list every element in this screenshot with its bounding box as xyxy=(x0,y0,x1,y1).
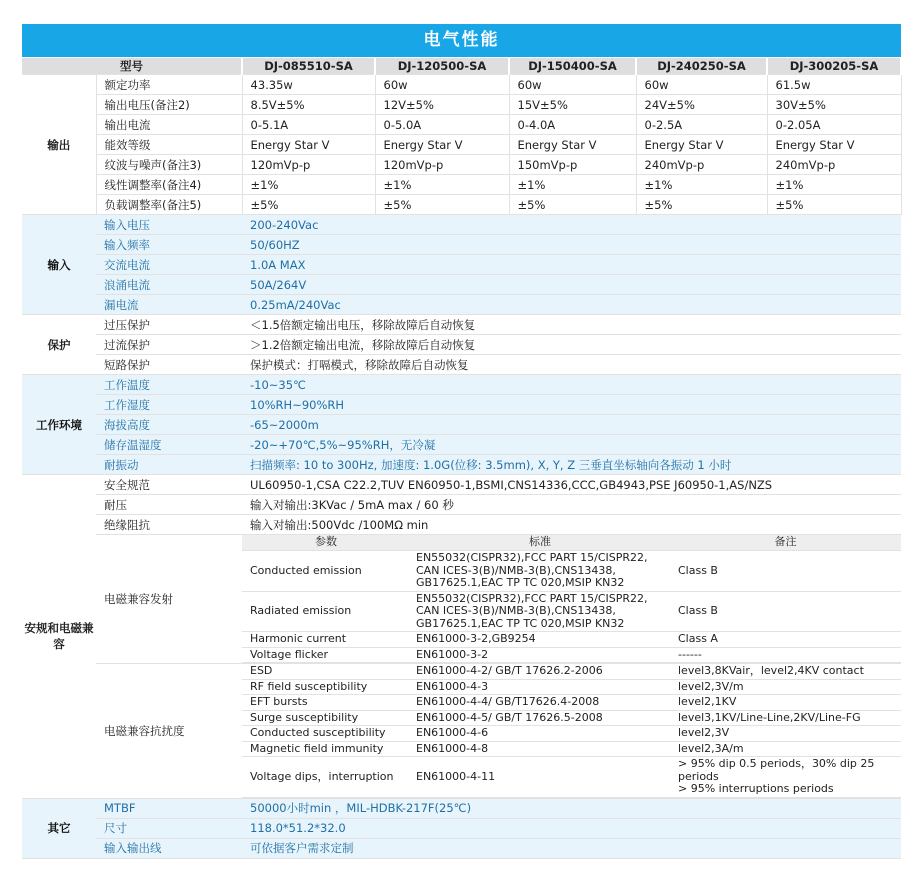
spec-value: 输入对输出:500Vdc /100MΩ min xyxy=(242,515,901,535)
spec-value: ±5% xyxy=(375,195,509,215)
spec-value: 12V±5% xyxy=(375,95,509,115)
emc-item-row xyxy=(242,695,901,711)
spec-value: 输入对输出:3KVac / 5mA max / 60 秒 xyxy=(242,495,901,515)
spec-value: 200-240Vac xyxy=(242,215,901,235)
spec-value: ±5% xyxy=(242,195,375,215)
emc-param: EFT bursts xyxy=(242,695,410,711)
safety-row xyxy=(22,475,901,495)
spec-value: 60w xyxy=(509,75,636,95)
spec-label: 耐振动 xyxy=(96,455,242,475)
emc-standard: EN61000-4-3 xyxy=(410,679,670,695)
emc-standard: EN61000-4-11 xyxy=(410,757,670,798)
spec-label: 工作温度 xyxy=(96,375,242,395)
spec-value: Energy Star V xyxy=(375,135,509,155)
spec-value: ＜1.5倍额定输出电压，移除故障后自动恢复 xyxy=(242,315,901,335)
emc-item-row xyxy=(242,664,901,679)
spec-value: 保护模式：打嗝模式，移除故障后自动恢复 xyxy=(242,355,901,375)
output-row xyxy=(22,195,901,215)
spec-value: 240mVp-p xyxy=(636,155,767,175)
emc-header-standard: 标准 xyxy=(410,535,670,551)
spec-label: 安全规范 xyxy=(96,475,242,495)
safety-row xyxy=(22,515,901,535)
spec-label: MTBF xyxy=(96,798,242,818)
spec-label: 输出电流 xyxy=(96,115,242,135)
spec-value: ±1% xyxy=(375,175,509,195)
emc-emission-label: 电磁兼容发射 xyxy=(96,535,242,664)
emc-item-row xyxy=(242,757,901,798)
spec-label: 线性调整率(备注4) xyxy=(96,175,242,195)
safety-row xyxy=(22,495,901,515)
spec-label: 耐压 xyxy=(96,495,242,515)
environment-row xyxy=(22,375,901,395)
spec-value: ＞1.2倍额定输出电流，移除故障后自动恢复 xyxy=(242,335,901,355)
spec-value: -10~35℃ xyxy=(242,375,901,395)
emc-standard: EN55032(CISPR32),FCC PART 15/CISPR22, CAN ICES-3(B)/NMB-3(B),CNS13438, GB17625.1,EAC TP TC 020,MSIP KN32 xyxy=(410,551,670,592)
spec-value: 1.0A MAX xyxy=(242,255,901,275)
spec-value: 0-5.1A xyxy=(242,115,375,135)
emc-emission-row xyxy=(22,535,901,664)
spec-value: 0-2.05A xyxy=(767,115,901,135)
emc-standard: EN61000-4-8 xyxy=(410,741,670,757)
spec-label: 海拔高度 xyxy=(96,415,242,435)
page-title: 电气性能 xyxy=(22,24,901,57)
spec-value: 15V±5% xyxy=(509,95,636,115)
spec-value: 30V±5% xyxy=(767,95,901,115)
emc-note: Class A xyxy=(670,632,901,648)
other-row xyxy=(22,818,901,838)
model-name: DJ-300205-SA xyxy=(767,58,901,75)
environment-row xyxy=(22,395,901,415)
emc-note: level2,3V/m xyxy=(670,679,901,695)
spec-label: 纹波与噪声(备注3) xyxy=(96,155,242,175)
emc-param: Voltage dips，interruption xyxy=(242,757,410,798)
output-row xyxy=(22,155,901,175)
spec-value: Energy Star V xyxy=(509,135,636,155)
category-input: 输入 xyxy=(22,215,96,315)
emc-standard: EN61000-4-2/ GB/T 17626.2-2006 xyxy=(410,664,670,679)
protection-row xyxy=(22,315,901,335)
category-other: 其它 xyxy=(22,798,96,858)
emc-note: ------ xyxy=(670,647,901,663)
emc-item-row xyxy=(242,551,901,592)
model-header-row xyxy=(22,58,901,75)
input-row xyxy=(22,275,901,295)
spec-label: 浪涌电流 xyxy=(96,275,242,295)
spec-value: -65~2000m xyxy=(242,415,901,435)
emc-item-row xyxy=(242,632,901,648)
emc-standard: EN61000-4-5/ GB/T 17626.5-2008 xyxy=(410,710,670,726)
emc-standard: EN61000-3-2,GB9254 xyxy=(410,632,670,648)
emc-standard: EN61000-4-4/ GB/T17626.4-2008 xyxy=(410,695,670,711)
emc-param: Magnetic field immunity xyxy=(242,741,410,757)
spec-value: 43.35w xyxy=(242,75,375,95)
emc-header-row xyxy=(242,535,901,551)
input-row xyxy=(22,235,901,255)
environment-row xyxy=(22,435,901,455)
output-row xyxy=(22,175,901,195)
input-row xyxy=(22,215,901,235)
category-safety-emc: 安规和电磁兼容 xyxy=(22,475,96,799)
spec-value: 0.25mA/240Vac xyxy=(242,295,901,315)
spec-value: 150mVp-p xyxy=(509,155,636,175)
emc-param: RF field susceptibility xyxy=(242,679,410,695)
environment-row xyxy=(22,415,901,435)
spec-value: 扫描频率: 10 to 300Hz, 加速度: 1.0G(位移: 3.5mm), X, Y, Z 三垂直坐标轴向各振动 1 小时 xyxy=(242,455,901,475)
emc-param: Harmonic current xyxy=(242,632,410,648)
emc-header-param: 参数 xyxy=(242,535,410,551)
emc-item-row xyxy=(242,741,901,757)
spec-label: 输入频率 xyxy=(96,235,242,255)
spec-value: Energy Star V xyxy=(767,135,901,155)
spec-label: 漏电流 xyxy=(96,295,242,315)
output-row xyxy=(22,115,901,135)
emc-item-row xyxy=(242,726,901,742)
model-name: DJ-120500-SA xyxy=(375,58,509,75)
emc-note: level2,3V xyxy=(670,726,901,742)
emc-note: level2,1KV xyxy=(670,695,901,711)
other-row xyxy=(22,838,901,858)
emc-param: Voltage flicker xyxy=(242,647,410,663)
spec-value: 0-2.5A xyxy=(636,115,767,135)
emc-item-row xyxy=(242,591,901,632)
spec-value: ±1% xyxy=(767,175,901,195)
spec-value: 60w xyxy=(636,75,767,95)
protection-row xyxy=(22,335,901,355)
emc-param: Surge susceptibility xyxy=(242,710,410,726)
model-name: DJ-150400-SA xyxy=(509,58,636,75)
environment-row xyxy=(22,455,901,475)
spec-value: 8.5V±5% xyxy=(242,95,375,115)
model-name: DJ-085510-SA xyxy=(242,58,375,75)
spec-value: 118.0*51.2*32.0 xyxy=(242,818,901,838)
spec-value: 50/60HZ xyxy=(242,235,901,255)
emc-immunity-table xyxy=(242,664,901,799)
spec-value: 0-5.0A xyxy=(375,115,509,135)
emc-note: level3,8KVair，level2,4KV contact xyxy=(670,664,901,679)
spec-value: Energy Star V xyxy=(636,135,767,155)
emc-note: level2,3A/m xyxy=(670,741,901,757)
category-output: 输出 xyxy=(22,75,96,215)
spec-value: 10%RH~90%RH xyxy=(242,395,901,415)
spec-value: ±1% xyxy=(636,175,767,195)
spec-label: 输入电压 xyxy=(96,215,242,235)
spec-value: 61.5w xyxy=(767,75,901,95)
spec-label: 输入输出线 xyxy=(96,838,242,858)
other-row xyxy=(22,798,901,818)
emc-param: ESD xyxy=(242,664,410,679)
category-protection: 保护 xyxy=(22,315,96,375)
spec-value: Energy Star V xyxy=(242,135,375,155)
model-name: DJ-240250-SA xyxy=(636,58,767,75)
spec-value: 可依据客户需求定制 xyxy=(242,838,901,858)
spec-label: 绝缘阻抗 xyxy=(96,515,242,535)
emc-note: > 95% dip 0.5 periods，30% dip 25 periods > 95% interruptions periods xyxy=(670,757,901,798)
emc-standard: EN55032(CISPR32),FCC PART 15/CISPR22, CAN ICES-3(B)/NMB-3(B),CNS13438, GB17625.1,EAC TP TC 020,MSIP KN32 xyxy=(410,591,670,632)
protection-row xyxy=(22,355,901,375)
emc-immunity-row xyxy=(22,664,901,799)
spec-value: ±5% xyxy=(636,195,767,215)
spec-label: 额定功率 xyxy=(96,75,242,95)
output-row xyxy=(22,95,901,115)
spec-label: 短路保护 xyxy=(96,355,242,375)
emc-immunity-label: 电磁兼容抗扰度 xyxy=(96,664,242,799)
output-row xyxy=(22,75,901,95)
spec-label: 负载调整率(备注5) xyxy=(96,195,242,215)
spec-value: 120mVp-p xyxy=(242,155,375,175)
spec-value: 0-4.0A xyxy=(509,115,636,135)
emc-emission-table xyxy=(242,535,901,664)
emc-note: Class B xyxy=(670,551,901,592)
spec-value: ±5% xyxy=(767,195,901,215)
spec-label: 过压保护 xyxy=(96,315,242,335)
spec-table xyxy=(22,58,901,859)
emc-param: Conducted susceptibility xyxy=(242,726,410,742)
emc-note: Class B xyxy=(670,591,901,632)
spec-label: 工作湿度 xyxy=(96,395,242,415)
spec-label: 尺寸 xyxy=(96,818,242,838)
emc-param: Radiated emission xyxy=(242,591,410,632)
emc-item-row xyxy=(242,710,901,726)
emc-param: Conducted emission xyxy=(242,551,410,592)
category-environment: 工作环境 xyxy=(22,375,96,475)
spec-value: 240mVp-p xyxy=(767,155,901,175)
spec-value: 24V±5% xyxy=(636,95,767,115)
emc-header-note: 备注 xyxy=(670,535,901,551)
emc-item-row xyxy=(242,679,901,695)
spec-label: 过流保护 xyxy=(96,335,242,355)
spec-value: 60w xyxy=(375,75,509,95)
spec-value: 120mVp-p xyxy=(375,155,509,175)
spec-value: -20~+70℃,5%~95%RH，无冷凝 xyxy=(242,435,901,455)
spec-value: 50000小时min ，MIL-HDBK-217F(25℃) xyxy=(242,798,901,818)
spec-label: 输出电压(备注2) xyxy=(96,95,242,115)
spec-value: ±5% xyxy=(509,195,636,215)
output-row xyxy=(22,135,901,155)
spec-value: ±1% xyxy=(242,175,375,195)
emc-standard: EN61000-4-6 xyxy=(410,726,670,742)
input-row xyxy=(22,295,901,315)
emc-item-row xyxy=(242,647,901,663)
spec-label: 储存温湿度 xyxy=(96,435,242,455)
emc-standard: EN61000-3-2 xyxy=(410,647,670,663)
emc-note: level3,1KV/Line-Line,2KV/Line-FG xyxy=(670,710,901,726)
model-label: 型号 xyxy=(22,58,242,75)
spec-label: 交流电流 xyxy=(96,255,242,275)
spec-value: ±1% xyxy=(509,175,636,195)
spec-value: 50A/264V xyxy=(242,275,901,295)
input-row xyxy=(22,255,901,275)
spec-label: 能效等级 xyxy=(96,135,242,155)
spec-value: UL60950-1,CSA C22.2,TUV EN60950-1,BSMI,CNS14336,CCC,GB4943,PSE J60950-1,AS/NZS xyxy=(242,475,901,495)
